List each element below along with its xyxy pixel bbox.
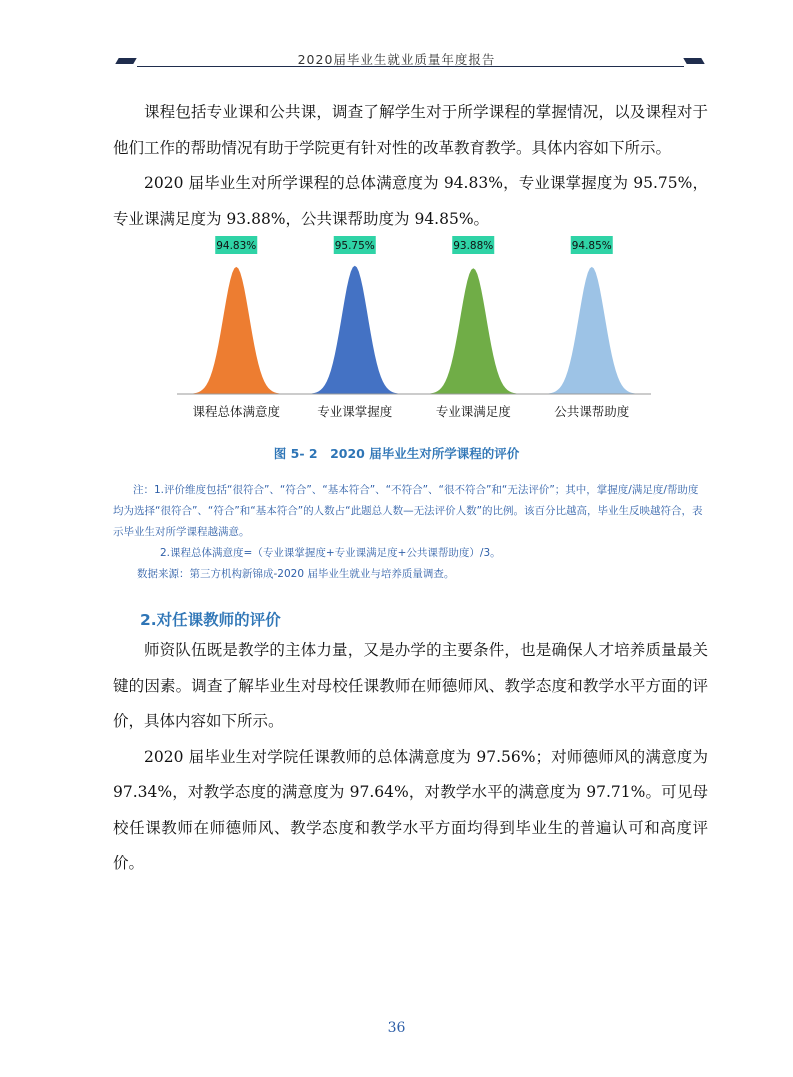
category-label-4: 公共课帮助度 bbox=[554, 404, 630, 419]
section-title: 2.对任课教师的评价 bbox=[140, 611, 281, 629]
teacher-text bbox=[113, 633, 708, 882]
header-rule bbox=[137, 66, 684, 67]
paragraph: 师资队伍既是教学的主体力量，又是办学的主要条件，也是确保人才培养质量最关键的因素。调查了解毕业生对母校任课教师在师德师风、教学态度和教学水平方面的评价，具体内容如下所示。 bbox=[113, 641, 708, 730]
data-label-2: 95.75% bbox=[334, 240, 375, 252]
peak-1 bbox=[180, 267, 292, 394]
paragraph: 2020 届毕业生对所学课程的总体满意度为 94.83%，专业课掌握度为 95.75%，专业课满足度为 93.88%，公共课帮助度为 94.85%。 bbox=[113, 174, 708, 228]
header-title: 2020届毕业生就业质量年度报告 bbox=[297, 52, 496, 67]
category-label-3: 专业课满足度 bbox=[435, 404, 511, 419]
page-number: 36 bbox=[387, 1020, 406, 1036]
page-header bbox=[0, 0, 793, 80]
peak-4 bbox=[536, 267, 648, 394]
data-label-1: 94.83% bbox=[216, 240, 257, 252]
category-label-2: 专业课掌握度 bbox=[317, 404, 393, 419]
figure-caption: 图 5- 2 2020 届毕业生对所学课程的评价 bbox=[273, 446, 520, 461]
chart-svg bbox=[165, 230, 655, 430]
course-evaluation-chart bbox=[165, 230, 655, 430]
data-label-3: 93.88% bbox=[453, 240, 494, 252]
paragraph: 2020 届毕业生对学院任课教师的总体满意度为 97.56%；对师德师风的满意度为97.34%，对教学态度的满意度为 97.64%，对教学水平的满意度为 97.71%。可见母校任课教师在师德师风、教学态度和教学水平方面均得到毕业生的普遍认可和高度评价。 bbox=[113, 747, 708, 872]
figure-notes bbox=[113, 480, 708, 585]
intro-text bbox=[113, 95, 708, 237]
note-1: 注：1.评价维度包括“很符合”、“符合”、“基本符合”、“不符合”、“很不符合”和“无法评价”；其中，掌握度/满足度/帮助度均为选择“很符合”、“符合”和“基本符合”的人数占“此题总人数—无法评价人数”的比例。该百分比越高，毕业生反映越符合，表示毕业生对所学课程越满意。 bbox=[113, 484, 703, 538]
header-right-mark bbox=[683, 58, 704, 64]
paragraph: 课程包括专业课和公共课，调查了解学生对于所学课程的掌握情况，以及课程对于他们工作的帮助情况有助于学院更有针对性的改革教育教学。具体内容如下所示。 bbox=[113, 103, 708, 157]
data-source: 数据来源：第三方机构新锦成-2020 届毕业生就业与培养质量调查。 bbox=[137, 568, 455, 580]
category-label-1: 课程总体满意度 bbox=[192, 404, 281, 419]
peak-3 bbox=[417, 268, 529, 394]
data-label-4: 94.85% bbox=[571, 240, 612, 252]
note-2: 2.课程总体满意度=（专业课掌握度+专业课满足度+公共课帮助度）/3。 bbox=[160, 547, 501, 559]
peak-2 bbox=[299, 266, 411, 394]
